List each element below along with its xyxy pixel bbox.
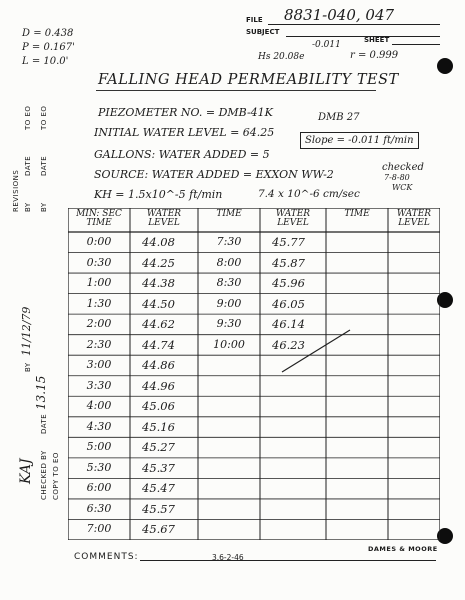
column-header: WATER LEVEL xyxy=(146,209,182,228)
time-cell: 6:30 xyxy=(86,501,112,515)
margin-date-label: DATE xyxy=(40,413,48,434)
water-level-cell: 44.50 xyxy=(142,296,175,311)
margin-to-eo-1: TO EO xyxy=(24,105,32,130)
water-level-cell: 45.47 xyxy=(142,481,175,496)
company-name: DAMES & MOORE xyxy=(368,545,438,553)
water-level-cell: 44.08 xyxy=(142,235,175,249)
gallons-field: GALLONS: WATER ADDED = 5 xyxy=(94,148,270,161)
margin-date2-value: 13.15 xyxy=(34,375,48,410)
time-cell: 9:30 xyxy=(216,317,242,331)
margin-by-1: BY xyxy=(24,202,32,212)
source-field: SOURCE: WATER ADDED = EXXON WW-2 xyxy=(94,168,334,181)
margin-copy-to: COPY TO EO xyxy=(52,452,60,500)
water-level-cell: 44.25 xyxy=(142,255,175,270)
time-cell: 4:30 xyxy=(86,419,112,433)
page-title: FALLING HEAD PERMEABILITY TEST xyxy=(98,72,399,88)
r-value: r = 0.999 xyxy=(350,50,399,61)
time-cell: 10:00 xyxy=(213,337,245,351)
end-slash xyxy=(280,328,360,378)
water-level-cell: 45.96 xyxy=(272,276,305,291)
time-cell: 4:00 xyxy=(86,399,112,413)
water-level-cell: 45.77 xyxy=(272,235,305,249)
margin-initials: KAJ xyxy=(18,458,34,484)
kh-cm-value: 7.4 x 10^-6 cm/sec xyxy=(258,188,360,200)
comments-label: COMMENTS: xyxy=(74,552,139,562)
checked-note: checked xyxy=(382,162,424,173)
water-level-cell: 46.23 xyxy=(272,337,305,352)
slope-top: -0.011 xyxy=(312,40,341,50)
margin-date-1: DATE xyxy=(24,155,32,176)
water-level-cell: 45.37 xyxy=(142,460,175,475)
water-level-cell: 46.14 xyxy=(272,317,305,332)
column-header: WATER LEVEL xyxy=(275,209,311,228)
time-cell: 3:00 xyxy=(86,358,112,372)
file-label: FILE xyxy=(246,16,263,24)
time-cell: 0:30 xyxy=(86,255,112,269)
sheet-label: SHEET xyxy=(364,36,390,44)
water-level-cell: 44.74 xyxy=(142,337,175,352)
form-number: 3.6-2-46 xyxy=(212,553,244,562)
margin-by-2: BY xyxy=(40,202,48,212)
time-cell: 8:30 xyxy=(216,276,242,290)
margin-revisions: REVISIONS xyxy=(12,169,20,212)
subject-label: SUBJECT xyxy=(246,28,280,36)
file-number: 8831-040, 047 xyxy=(284,6,395,24)
water-level-cell: 44.96 xyxy=(142,378,175,393)
water-level-cell: 44.86 xyxy=(142,358,175,373)
piezometer-field: PIEZOMETER NO. = DMB-41K xyxy=(98,106,273,119)
title-underline xyxy=(96,90,376,91)
file-line xyxy=(268,24,440,25)
time-cell: 1:30 xyxy=(86,296,112,310)
param-p: P = 0.167' xyxy=(22,42,75,53)
param-l: L = 10.0' xyxy=(22,56,69,67)
time-cell: 5:30 xyxy=(86,460,112,474)
water-level-cell: 46.05 xyxy=(272,296,305,311)
time-cell: 9:00 xyxy=(216,296,242,310)
margin-date-2: DATE xyxy=(40,155,48,176)
water-level-cell: 45.16 xyxy=(142,419,175,434)
time-cell: 5:00 xyxy=(86,440,112,454)
slope-box: Slope = -0.011 ft/min xyxy=(300,132,419,149)
margin-by-sig: BY xyxy=(24,362,32,372)
column-header: TIME xyxy=(216,209,242,219)
checked-date: 7-8-80 xyxy=(384,173,410,182)
piezometer-alt: DMB 27 xyxy=(318,112,360,123)
column-header: MIN: SEC TIME xyxy=(76,209,122,228)
margin-date-value: 11/12/79 xyxy=(20,306,33,356)
time-cell: 7:00 xyxy=(86,522,112,536)
margin-checked-by: CHECKED BY xyxy=(40,450,48,500)
water-level-cell: 44.38 xyxy=(142,276,175,291)
water-level-cell: 45.87 xyxy=(272,255,305,270)
time-cell: 3:30 xyxy=(86,378,112,392)
water-level-cell: 45.67 xyxy=(142,522,175,537)
hs-value: Hs 20.08e xyxy=(258,52,305,62)
binder-hole-top xyxy=(437,58,453,74)
time-cell: 2:30 xyxy=(86,337,112,351)
comments-line xyxy=(140,560,436,561)
sheet-line xyxy=(392,44,440,45)
column-header: TIME xyxy=(344,209,370,219)
time-cell: 1:00 xyxy=(86,276,112,290)
water-level-cell: 45.06 xyxy=(142,399,175,414)
param-d: D = 0.438 xyxy=(22,28,74,39)
time-cell: 0:00 xyxy=(86,235,112,248)
time-cell: 6:00 xyxy=(86,481,112,495)
water-level-cell: 45.57 xyxy=(142,501,175,516)
time-cell: 7:30 xyxy=(216,235,242,248)
initial-level-field: INITIAL WATER LEVEL = 64.25 xyxy=(94,126,275,139)
checked-by: WCK xyxy=(392,183,413,192)
water-level-cell: 44.62 xyxy=(142,317,175,332)
kh-value: KH = 1.5x10^-5 ft/min xyxy=(94,188,223,201)
water-level-cell: 45.27 xyxy=(142,440,175,455)
margin-to-eo-2: TO EO xyxy=(40,105,48,130)
data-table xyxy=(68,208,440,540)
subject-line xyxy=(286,36,440,37)
column-header: WATER LEVEL xyxy=(396,209,432,228)
time-cell: 2:00 xyxy=(86,317,112,331)
time-cell: 8:00 xyxy=(216,255,242,269)
